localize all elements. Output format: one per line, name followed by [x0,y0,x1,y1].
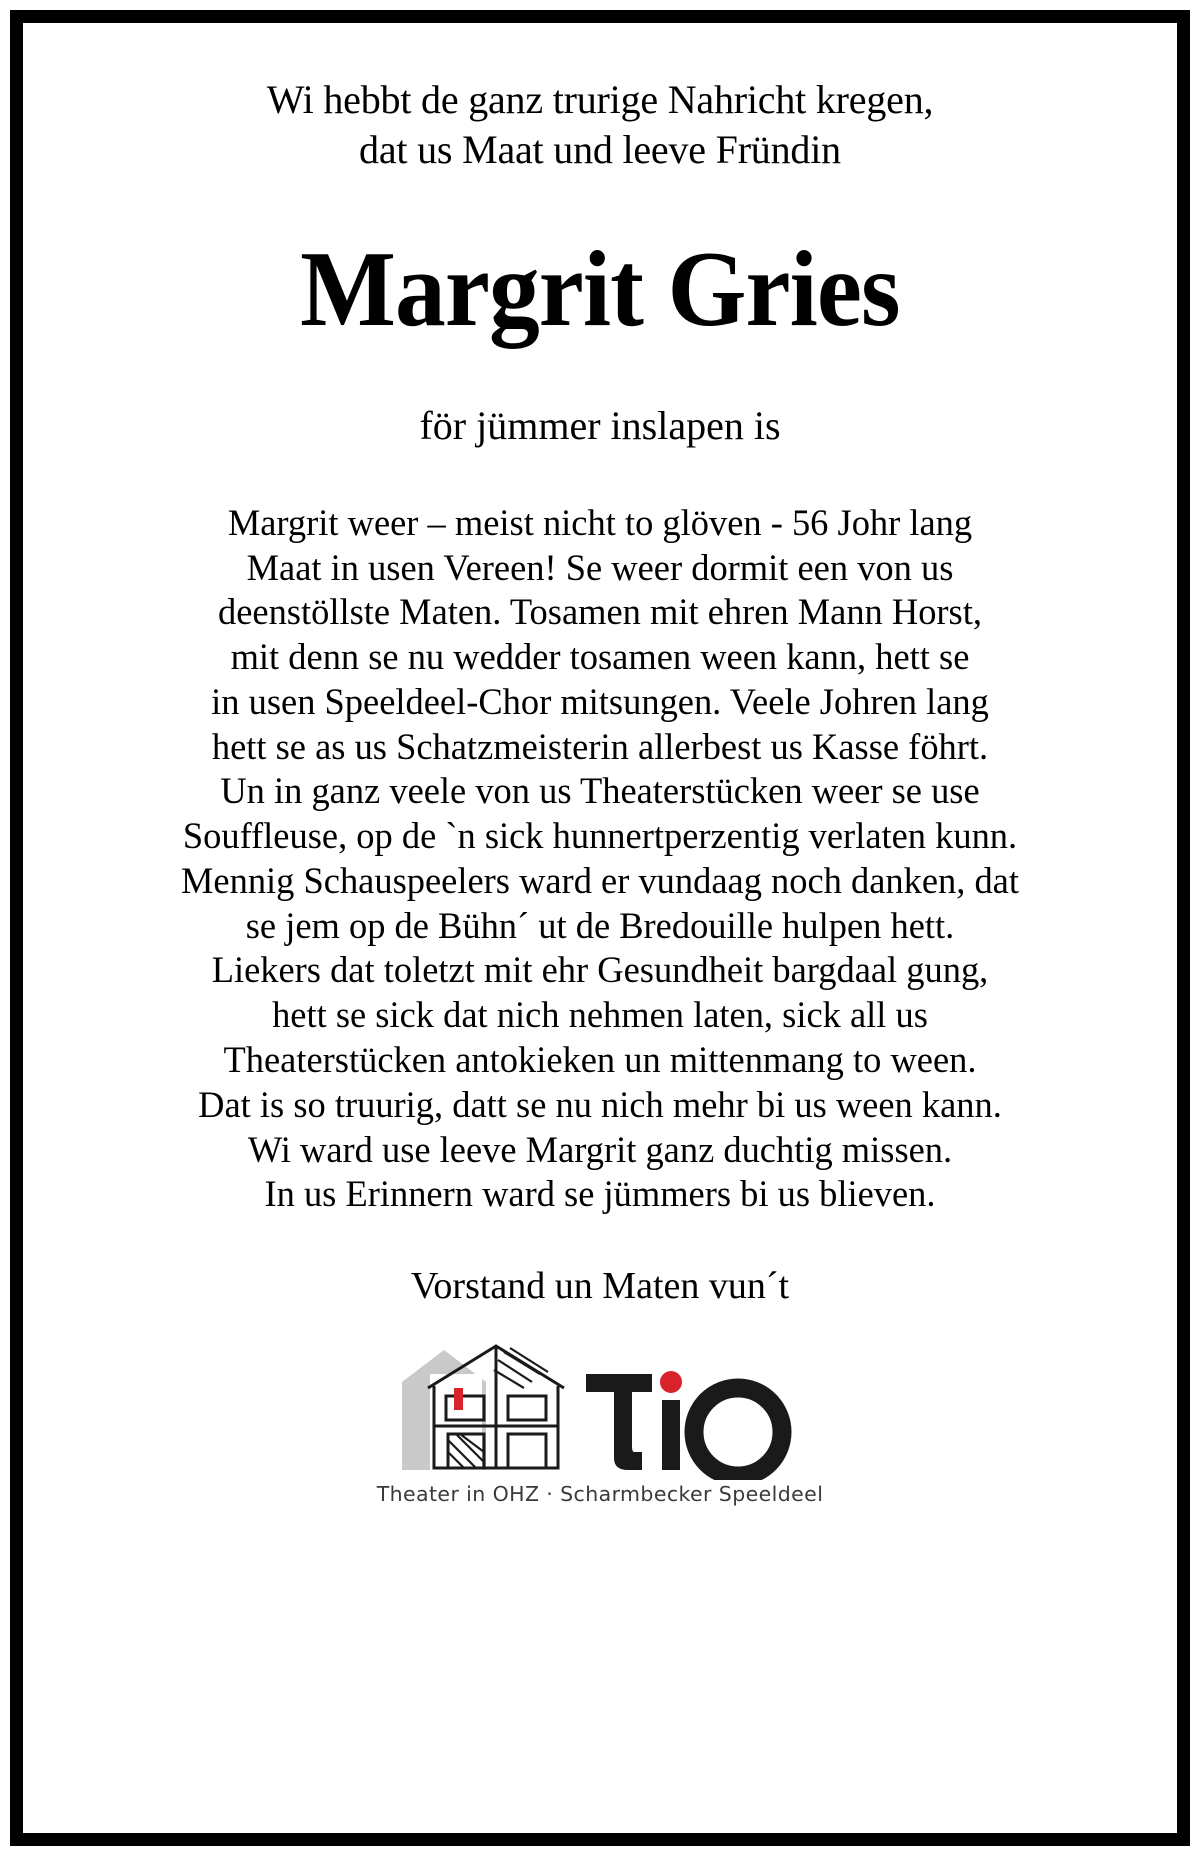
accent-dot [660,1371,682,1393]
body-line: Maat in usen Vereen! Se weer dormit een von us [246,547,954,589]
tio-wordmark [586,1371,782,1476]
signature-line: Vorstand un Maten vun´t [410,1265,790,1308]
body-line: Dat is so truurig, datt se nu nich mehr bi us ween kann. [198,1084,1002,1126]
accent-window [454,1388,463,1410]
body-line: in usen Speeldeel-Chor mitsungen. Veele Johren lang [211,681,989,723]
body-line: Margrit weer – meist nicht to glöven - 56 Johr lang [227,502,973,544]
body-line: Wi ward use leeve Margrit ganz duchtig missen. [247,1129,953,1171]
notice-body [69,502,1131,1218]
mourning-border [10,10,1190,1846]
logo-tagline: Theater in OHZ · Scharmbecker Speeldeel [376,1482,824,1507]
notice-content [23,23,1177,1833]
body-line: Theaterstücken antokieken un mittenmang to ween. [223,1039,977,1081]
intro-text [267,75,934,176]
tio-logo-mark [390,1330,810,1480]
body-line: mit denn se nu wedder tosamen ween kann, hett se [230,637,970,679]
intro-line-2: dat us Maat und leeve Fründin [359,127,841,173]
intro-line-1: Wi hebbt de ganz trurige Nahricht kregen, [266,77,934,122]
notice-subtitle: för jümmer inslapen is [419,402,781,448]
deceased-name: Margrit Gries [300,229,900,349]
body-line: deenstöllste Maten. Tosamen mit ehren Mann Horst, [217,592,982,634]
body-line: In us Erinnern ward se jümmers bi us blieven. [264,1174,936,1216]
body-line: se jem op de Bühn´ ut de Bredouille hulpen hett. [245,905,955,947]
body-line: Liekers dat toletzt mit ehr Gesundheit bargdaal gung, [211,950,989,992]
body-line: Souffleuse, op de `n sick hunnertperzentig verlaten kunn. [182,816,1018,858]
body-line: Mennig Schauspeelers ward er vundaag noch danken, dat [181,860,1019,902]
tio-logo [377,1330,824,1506]
body-line: Un in ganz veele von us Theaterstücken weer se use [220,771,980,813]
body-line: hett se sick dat nich nehmen laten, sick all us [272,995,928,1037]
body-line: hett se as us Schatzmeisterin allerbest us Kasse föhrt. [211,726,989,768]
